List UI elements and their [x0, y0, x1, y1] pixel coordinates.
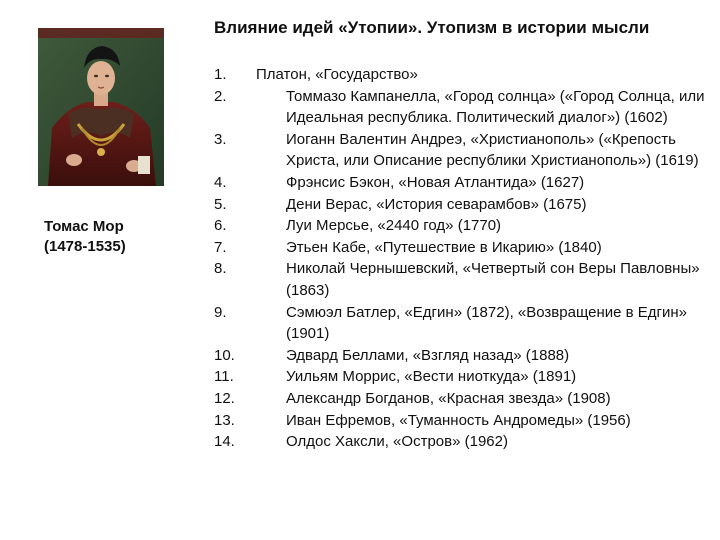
list-item [214, 172, 714, 194]
list-item [214, 431, 714, 453]
item-number: 11. [214, 368, 234, 386]
item-number: 5. [214, 195, 227, 213]
item-number: 1. [214, 66, 227, 83]
item-text: Платон, «Государство» [256, 66, 418, 83]
list-item [214, 410, 714, 432]
item-number: 8. [214, 260, 227, 278]
list-item [214, 129, 714, 172]
item-text: Этьен Кабе, «Путешествие в Икарию» (1840) [286, 238, 602, 256]
item-text: Томмазо Кампанелла, «Город солнца» («Город Солнца, или Идеальная республика. Политический диалог») (1602) [286, 87, 705, 127]
item-number: 3. [214, 130, 227, 148]
list-item [214, 215, 714, 237]
item-text: Уильям Моррис, «Вести ниоткуда» (1891) [286, 368, 577, 386]
item-text: Николай Чернышевский, «Четвертый сон Веры Павловны» (1863) [286, 260, 700, 299]
item-text: Эдвард Беллами, «Взгляд назад» (1888) [286, 346, 570, 364]
item-number: 14. [214, 433, 235, 451]
list-item [214, 258, 714, 301]
list-item [214, 237, 714, 259]
item-text: Иоганн Валентин Андреэ, «Христианополь» («Крепость Христа, или Описание республики Христианополь») (1619) [286, 130, 699, 170]
item-number: 4. [214, 173, 227, 191]
item-number: 9. [214, 303, 227, 321]
item-text: Фрэнсис Бэкон, «Новая Атлантида» (1627) [286, 173, 585, 191]
item-number: 12. [214, 389, 235, 407]
item-text: Сэмюэл Батлер, «Едгин» (1872), «Возвращение в Едгин» (1901) [286, 303, 688, 343]
list-item [214, 366, 714, 388]
item-text: Олдос Хаксли, «Остров» (1962) [286, 433, 508, 451]
item-text: Иван Ефремов, «Туманность Андромеды» (1956) [286, 411, 631, 429]
item-number: 6. [214, 217, 227, 235]
caption-name: Томас Мор [44, 218, 124, 235]
slide-title: Влияние идей «Утопии». Утопизм в истории мысли [214, 18, 650, 37]
caption-years: (1478-1535) [44, 238, 126, 255]
item-text: Дени Верас, «История севарамбов» (1675) [286, 195, 587, 213]
list-item [214, 86, 714, 129]
portrait-image [38, 28, 164, 186]
utopias-list [214, 64, 714, 453]
list-item [214, 194, 714, 216]
item-number: 2. [214, 87, 227, 105]
item-text: Луи Мерсье, «2440 год» (1770) [286, 217, 502, 235]
portrait-painting-icon [38, 28, 164, 186]
list-item [214, 302, 714, 345]
item-number: 10. [214, 346, 235, 364]
list-item [214, 388, 714, 410]
portrait-caption [44, 217, 184, 257]
list-item [214, 345, 714, 367]
list-item [214, 64, 714, 86]
item-number: 7. [214, 238, 227, 256]
item-text: Александр Богданов, «Красная звезда» (1908) [286, 389, 611, 407]
item-number: 13. [214, 411, 235, 429]
